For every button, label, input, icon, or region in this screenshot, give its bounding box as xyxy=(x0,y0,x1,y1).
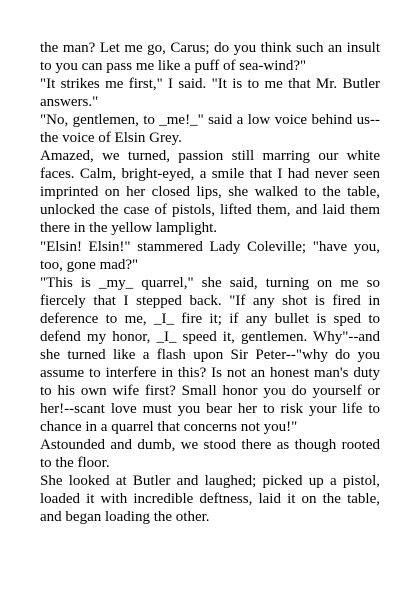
paragraph: She looked at Butler and laughed; picked up a pistol, loaded it with incredible deftness, laid it on the table, and began loading the other. xyxy=(40,473,380,526)
paragraph: "Elsin! Elsin!" stammered Lady Coleville; "have you, too, gone mad?" xyxy=(40,238,380,273)
paragraph: "No, gentlemen, to _me!_" said a low voice behind us--the voice of Elsin Grey. xyxy=(40,112,380,147)
paragraph: "This is _my_ quarrel," she said, turning on me so fiercely that I stepped back. "If any shot is fired in deference to me, _I_ fire it; if any bullet is sped to defend my honor, _I_ speed it, gentlemen. Why"--and she turned like a flash upon Sir Peter--"why do you assume to interfere in this? Is not an honest man's duty to his own wife first? Small honor you do yourself or her!--scant love must you bear her to risk your life to chance in a quarrel that concerns not you!" xyxy=(40,274,380,435)
paragraph: Amazed, we turned, passion still marring our white faces. Calm, bright-eyed, a smile that I had never seen imprinted on her closed lips, she walked to the table, unlocked the case of pistols, lifted them, and laid them there in the yellow lamplight. xyxy=(40,148,380,237)
paragraph: the man? Let me go, Carus; do you think such an insult to you can pass me like a puff of sea-wind?" xyxy=(40,40,380,75)
page-text-body xyxy=(40,39,380,526)
paragraph: Astounded and dumb, we stood there as though rooted to the floor. xyxy=(40,437,380,472)
paragraph: "It strikes me first," I said. "It is to me that Mr. Butler answers." xyxy=(40,76,380,111)
